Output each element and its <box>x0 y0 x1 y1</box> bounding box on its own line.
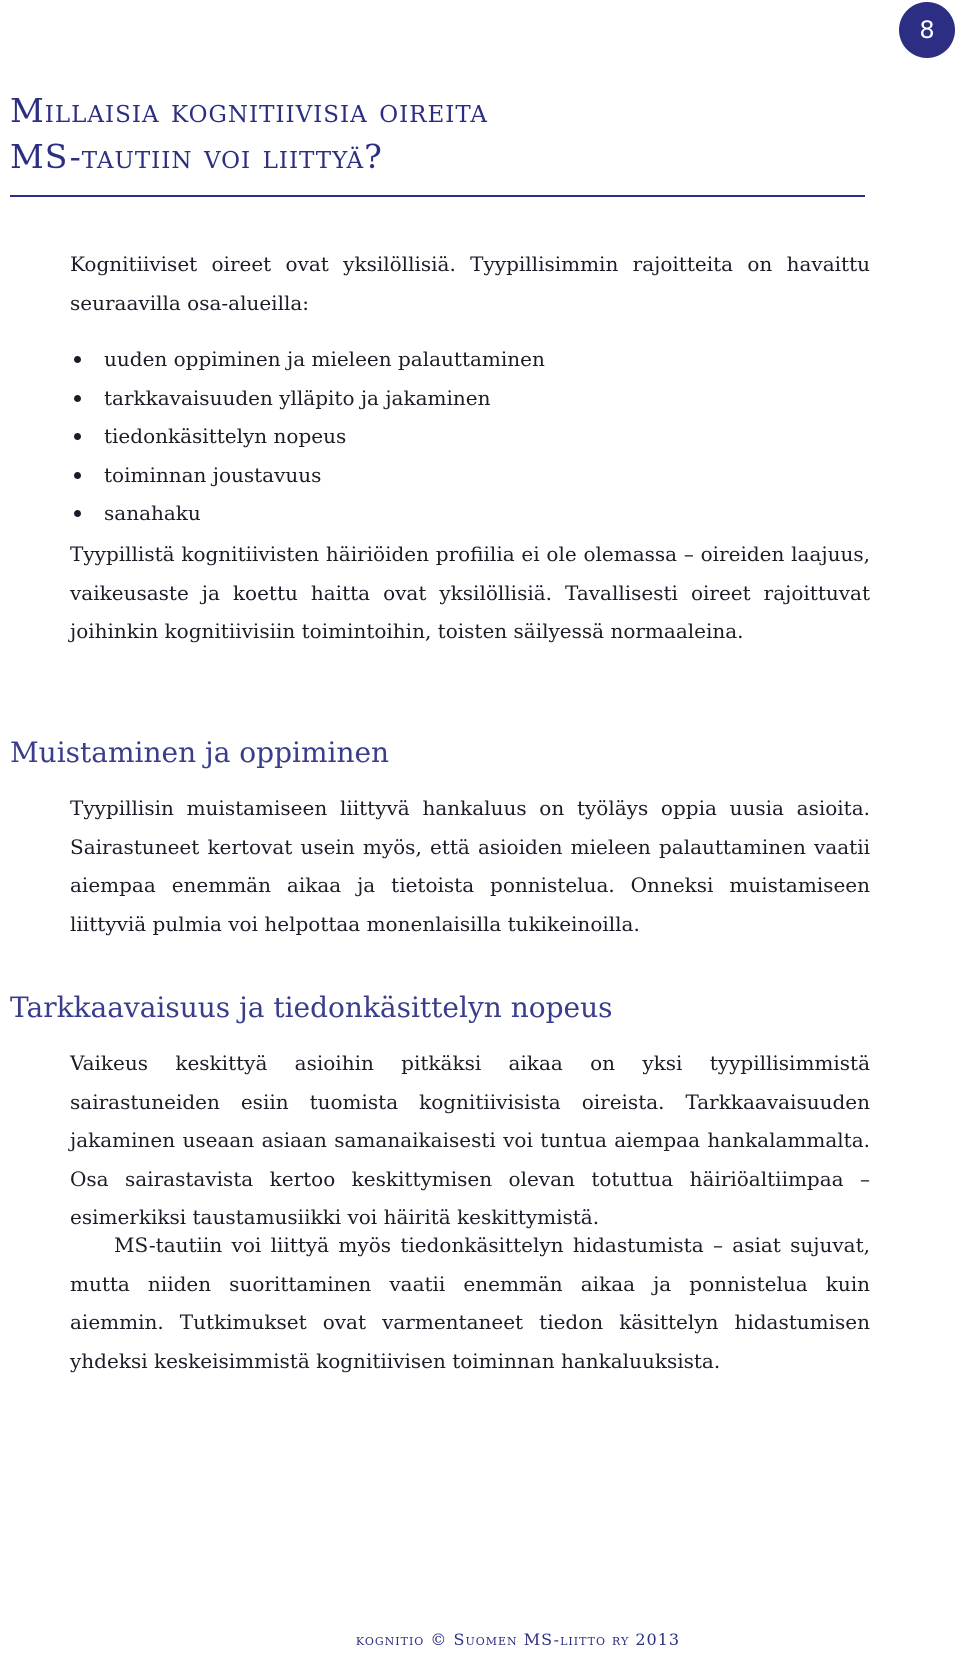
list-item: toiminnan joustavuus <box>70 456 830 495</box>
memory-paragraph: Tyypillisin muistamiseen liittyvä hankaluus on työläys oppia uusia asioita. Sairastuneet kertovat usein myös, että asioiden mieleen palauttaminen vaatii aiempaa enemmän aikaa ja tietoista ponnistelua. Onneksi muistamiseen liittyviä pulmia voi helpottaa monenlaisilla tukikeinoilla. <box>70 796 870 936</box>
page-footer: kognitio © Suomen MS-liitto ry 2013 <box>355 1630 681 1649</box>
title-divider <box>10 195 865 197</box>
attention-paragraph-2: MS-tautiin voi liittyä myös tiedonkäsittelyn hidastumista – asiat sujuvat, mutta niiden suorittaminen vaatii enemmän aikaa ja ponnistelua kuin aiemmin. Tutkimukset ovat varmentaneet tiedon käsittelyn hidastumisen yhdeksi keskeisimmistä kognitiivisen toiminnan hankaluuksista. <box>70 1233 870 1373</box>
section-heading-memory: Muistaminen ja oppiminen <box>10 736 390 769</box>
attention-paragraph-1: Vaikeus keskittyä asioihin pitkäksi aikaa on yksi tyypillisimmistä sairastuneiden esiin tuomista kognitiivisista oireista. Tarkkaavaisuuden jakaminen useaan asiaan samanaikaisesti voi tuntua aiempaa hankalammalta. Osa sairastavista kertoo keskittymisen olevan totuttua häiriöaltiimpaa – esimerkiksi taustamusiikki voi häiritä keskittymistä. <box>70 1051 870 1229</box>
page-number-badge: 8 <box>899 2 955 58</box>
list-item: tarkkavaisuuden ylläpito ja jakaminen <box>70 379 830 418</box>
page-title <box>10 88 890 180</box>
intro-paragraph: Kognitiiviset oireet ovat yksilöllisiä. Tyypillisimmin rajoitteita on havaittu seuraavilla osa-alueilla: <box>70 252 870 315</box>
page-title-line-2: MS-tautiin voi liittyä? <box>10 137 383 176</box>
page-title-line-1: Millaisia kognitiivisia oireita <box>10 91 489 130</box>
list-item: tiedonkäsittelyn nopeus <box>70 417 830 456</box>
list-item: sanahaku <box>70 494 830 533</box>
profile-paragraph: Tyypillistä kognitiivisten häiriöiden profiilia ei ole olemassa – oireiden laajuus, vaikeusaste ja koettu haitta ovat yksilöllisiä. Tavallisesti oireet rajoittuvat joihinkin kognitiivisiin toimintoihin, toisten säilyessä normaaleina. <box>70 542 870 643</box>
list-item: uuden oppiminen ja mieleen palauttaminen <box>70 340 830 379</box>
symptom-list <box>70 340 830 533</box>
section-heading-attention: Tarkkaavaisuus ja tiedonkäsittelyn nopeus <box>10 991 613 1024</box>
